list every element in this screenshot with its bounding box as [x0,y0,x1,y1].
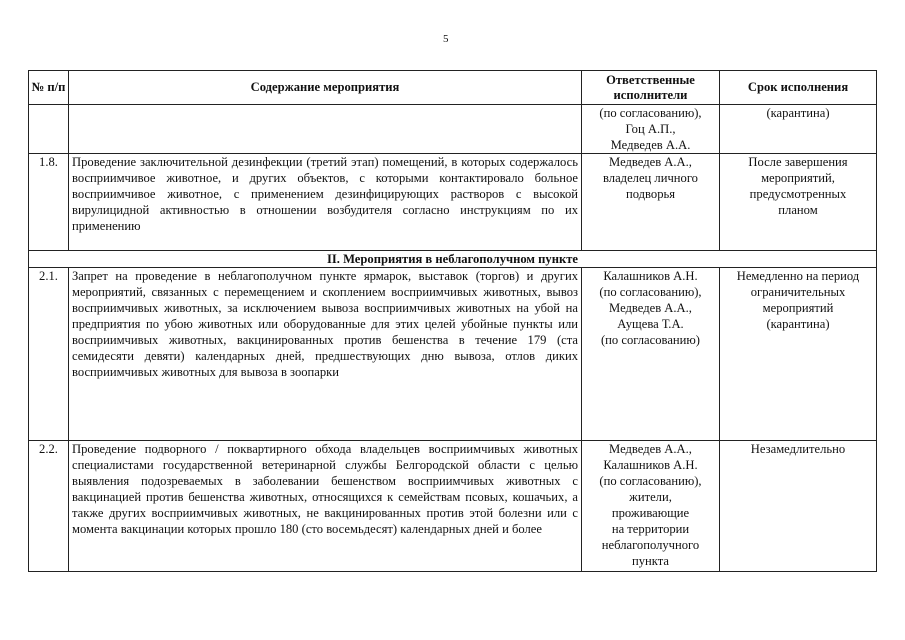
section-heading: II. Мероприятия в неблагополучном пункте [29,251,877,268]
cell-responsible: Медведев А.А., Калашников А.Н. (по согласованию), жители, проживающие на территории неблагополучного пункта [582,441,720,572]
cell-num [29,105,69,154]
section-heading-row [29,251,877,268]
cell-num: 2.2. [29,441,69,572]
cell-deadline: После завершения мероприятий, предусмотренных планом [720,154,877,251]
cell-content: Запрет на проведение в неблагополучном пункте ярмарок, выставок (торгов) и других мероприятий, связанных с перемещением и скоплением восприимчивых животных, вывоз восприимчивых животных, за исключением вывоза восприимчивых животных на убой на предприятия по убою животных или оборудованные для этих целей убойные пункты или восприимчивых животных, вакцинированных против бешенства в течение 179 (ста семидесяти девяти) календарных дней, предшествующих дню вывоза, отлов диких восприимчивых животных для вывоза в зоопарки [69,268,582,441]
cell-deadline: Немедленно на период ограничительных мероприятий (карантина) [720,268,877,441]
cell-num: 1.8. [29,154,69,251]
cell-deadline: Незамедлительно [720,441,877,572]
cell-content: Проведение подворного / поквартирного обхода владельцев восприимчивых животных специалистами государственной ветеринарной службы Белгородской области с целью выявления подозреваемых в заболевании бешенством восприимчивых животных с вакцинацией против бешенства животных, относящихся к семействам псовых, кошачьих, а также других восприимчивых животных, не вакцинированных против этой болезни или с момента вакцинации которых прошло 180 (сто восемьдесят) календарных дней и более [69,441,582,572]
table-row-continuation [29,105,877,154]
header-num: № п/п [29,71,69,105]
table-row-2-2 [29,441,877,572]
header-deadline: Срок исполнения [720,71,877,105]
table-row-2-1 [29,268,877,441]
table-header-row [29,71,877,105]
cell-responsible: (по согласованию), Гоц А.П., Медведев А.А. [582,105,720,154]
cell-num: 2.1. [29,268,69,441]
plan-table [28,70,877,572]
cell-content [69,105,582,154]
cell-deadline: (карантина) [720,105,877,154]
table-row-1-8 [29,154,877,251]
page-number: 5 [443,33,449,45]
cell-responsible: Калашников А.Н. (по согласованию), Медведев А.А., Аущева Т.А. (по согласованию) [582,268,720,441]
cell-content: Проведение заключительной дезинфекции (третий этап) помещений, в которых содержалось восприимчивое животное, и других объектов, с которыми контактировало больное восприимчивое животное, с применением дезинфицирующих растворов с высокой вирулицидной активностью в отношении возбудителя согласно инструкциям по их применению [69,154,582,251]
header-responsible: Ответственные исполнители [582,71,720,105]
header-content: Содержание мероприятия [69,71,582,105]
cell-responsible: Медведев А.А., владелец личного подворья [582,154,720,251]
